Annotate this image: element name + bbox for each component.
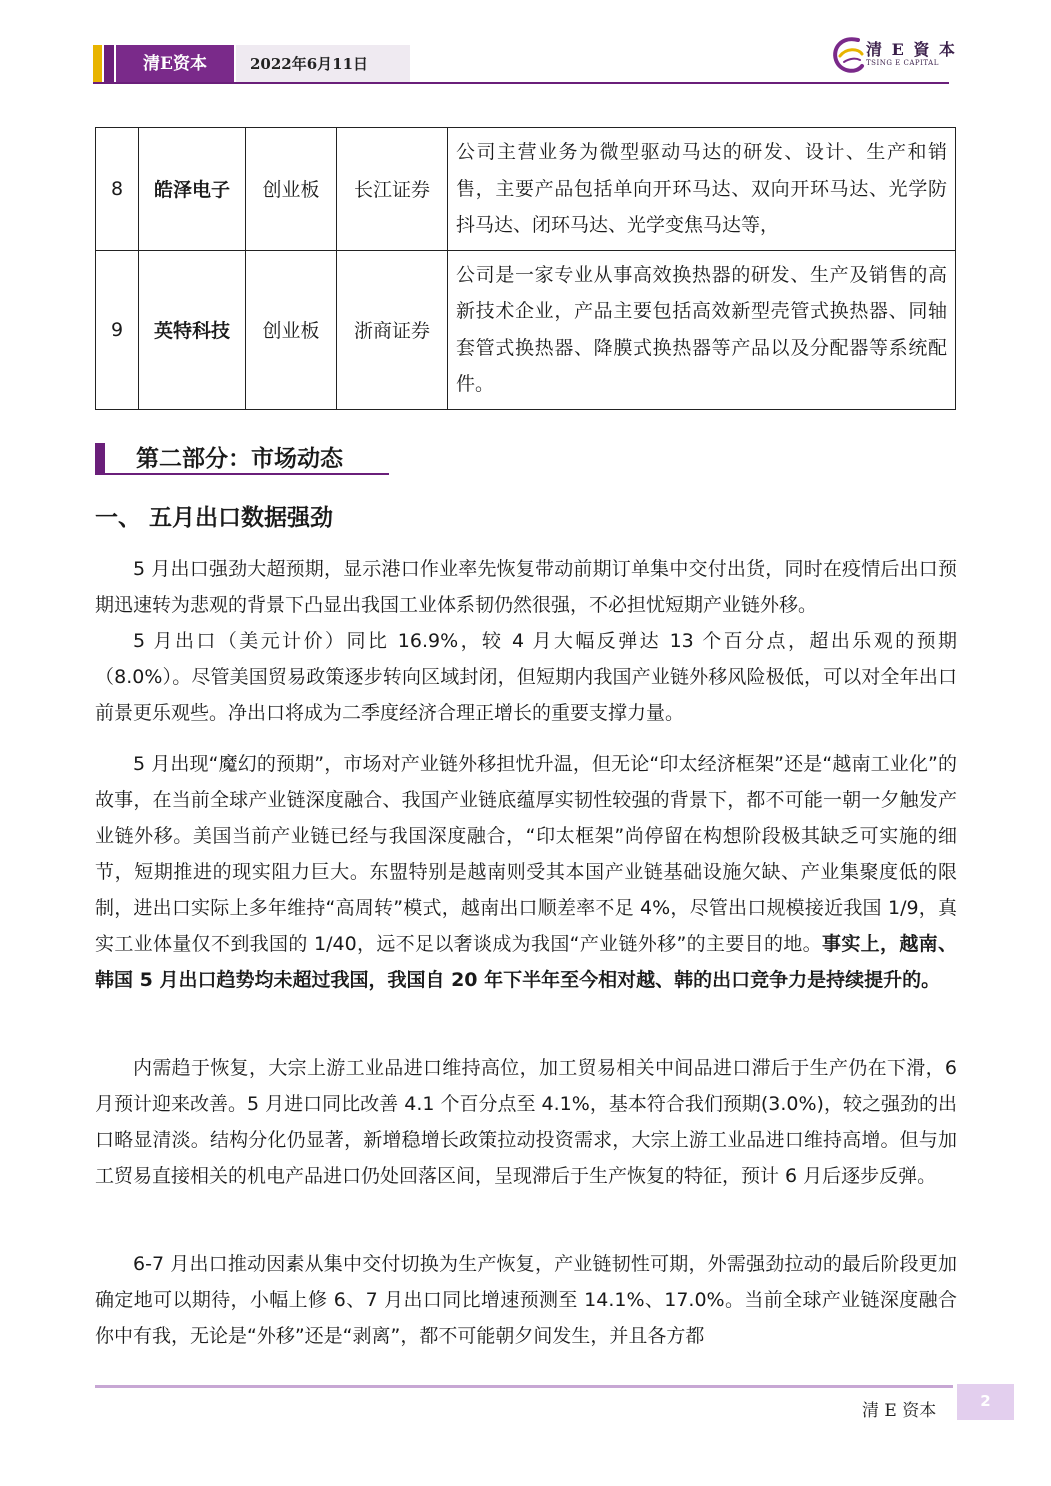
header-divider (93, 82, 949, 84)
sponsor-broker: 浙商证券 (337, 250, 448, 409)
body-paragraph: 6-7 月出口推动因素从集中交付切换为生产恢复，产业链韧性可期，外需强劲拉动的最后阶段更加确定地可以期待，小幅上修 6、7 月出口同比增速预测至 14.1%、17.0%。当前全球产业链深度融合你中有我，无论是“外移”还是“剥离”，都不可能朝夕间发生，并且各方都 (95, 1253, 957, 1347)
header-date: 2022年6月11日 (236, 45, 410, 83)
footer-brand: 清 E 资本 (862, 1401, 937, 1421)
paragraph-emphasis: 事实上，越南、韩国 5 月出口趋势均未超过我国，我国自 20 年下半年至今相对越、韩的出口竞争力是持续提升的。 (95, 933, 957, 991)
listing-board: 创业板 (246, 128, 337, 251)
company-description: 公司主营业务为微型驱动马达的研发、设计、生产和销售，主要产品包括单向开环马达、双向开环马达、光学防抖马达、闭环马达、光学变焦马达等， (448, 128, 956, 251)
section-underline (95, 473, 389, 475)
body-paragraph: 5 月出口（美元计价）同比 16.9%，较 4 月大幅反弹达 13 个百分点，超出乐观的预期（8.0%）。尽管美国贸易政策逐步转向区域封闭，但短期内我国产业链外移风险极低，可以对全年出口前景更乐观些。净出口将成为二季度经济合理正增长的重要支撑力量。 (95, 630, 957, 724)
header-brand: 清E资本 (116, 45, 234, 83)
row-number: 9 (96, 250, 139, 409)
table-row (96, 250, 956, 409)
subsection-title: 一、 五月出口数据强劲 (95, 505, 334, 531)
section-title: 第二部分：市场动态 (136, 446, 343, 472)
table-row (96, 128, 956, 251)
page-number: 2 (957, 1384, 1014, 1420)
listing-board: 创业板 (246, 250, 337, 409)
header-accent-gold (93, 45, 102, 83)
body-paragraph (95, 746, 957, 998)
ipo-company-table (95, 127, 956, 410)
paragraph-text: 5 月出现“魔幻的预期”，市场对产业链外移担忧升温，但无论“印太经济框架”还是“越南工业化”的故事，在当前全球产业链深度融合、我国产业链底蕴厚实韧性较强的背景下，都不可能一朝一夕触发产业链外移。美国当前产业链已经与我国深度融合，“印太框架”尚停留在构想阶段极其缺乏可实施的细节，短期推进的现实阻力巨大。东盟特别是越南则受其本国产业链基础设施欠缺、产业集聚度低的限制，进出口实际上多年维持“高周转”模式，越南出口顺差率不足 4%，尽管出口规模接近我国 1/9，真实工业体量仅不到我国的 1/40，远不足以奢谈成为我国“产业链外移”的主要目的地。 (95, 753, 957, 955)
row-number: 8 (96, 128, 139, 251)
logo-text-en: TSING E CAPITAL (866, 59, 939, 67)
company-description: 公司是一家专业从事高效换热器的研发、生产及销售的高新技术企业，产品主要包括高效新型壳管式换热器、同轴套管式换热器、降膜式换热器等产品以及分配器等系统配件。 (448, 250, 956, 409)
logo-text-cn: 清 E 資 本 (866, 40, 957, 59)
footer-divider (95, 1385, 953, 1388)
company-name: 英特科技 (139, 250, 246, 409)
body-paragraph: 5 月出口强劲大超预期，显示港口作业率先恢复带动前期订单集中交付出货，同时在疫情后出口预期迅速转为悲观的背景下凸显出我国工业体系韧仍然很强，不必担忧短期产业链外移。 (95, 558, 957, 616)
section-marker (95, 443, 105, 473)
sponsor-broker: 长江证券 (337, 128, 448, 251)
body-paragraph: 内需趋于恢复，大宗上游工业品进口维持高位，加工贸易相关中间品进口滞后于生产仍在下滑，6 月预计迎来改善。5 月进口同比改善 4.1 个百分点至 4.1%，基本符合我们预期(3.0%)，较之强劲的出口略显清淡。结构分化仍显著，新增稳增长政策拉动投资需求，大宗上游工业品进口维持高增。但与加工贸易直接相关的机电产品进口仍处回落区间，呈现滞后于生产恢复的特征，预计 6 月后逐步反弹。 (95, 1057, 957, 1187)
company-name: 皓泽电子 (139, 128, 246, 251)
header-accent-purple (104, 45, 114, 83)
